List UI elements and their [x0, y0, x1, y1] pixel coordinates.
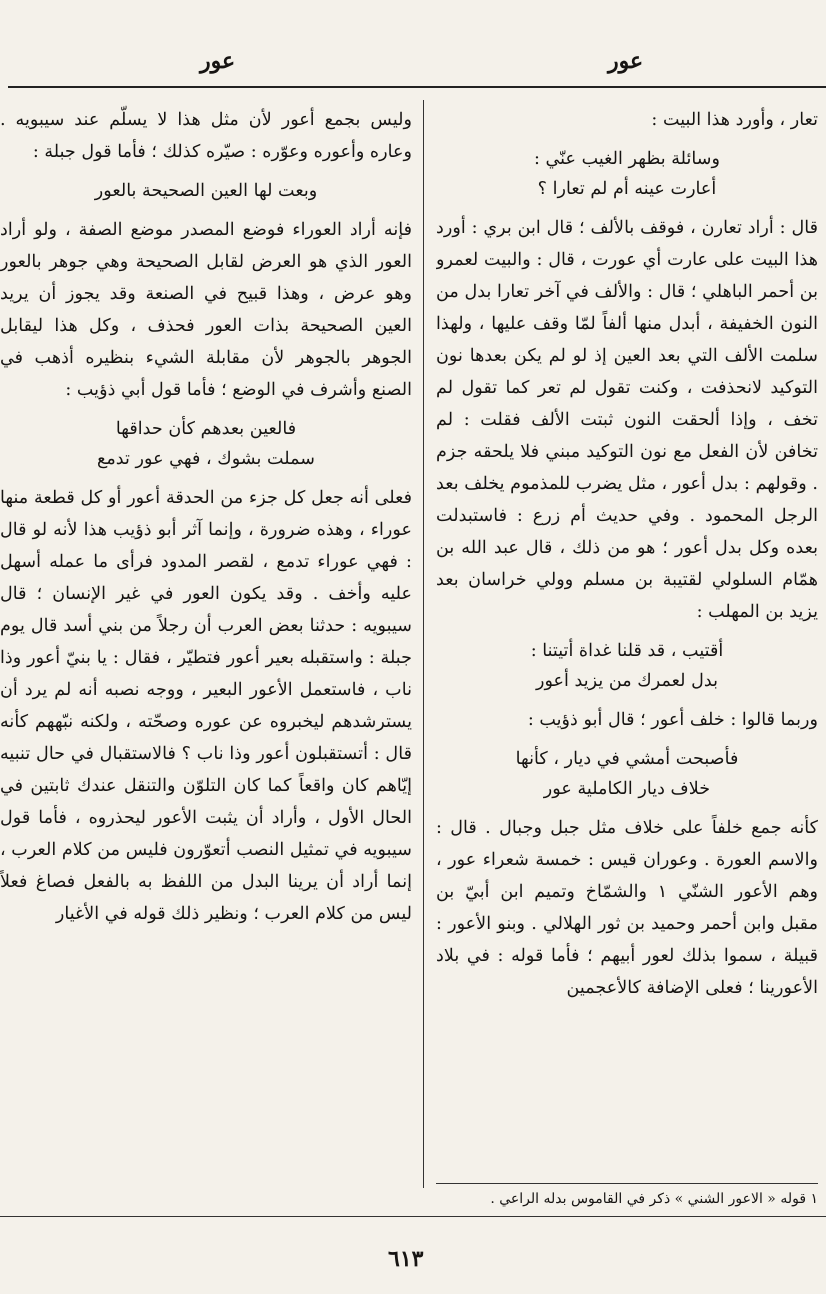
- paragraph: قال : أراد تعارن ، فوقف بالألف ؛ قال ابن بري : أورد هذا البيت على عارت أي عورت ، قال : والبيت لعمرو بن أحمر الباهلي ؛ قال : والألف في آخر تعارا بدل من النون الخفيفة ، أبدل منها ألفاً لمّا وقف عليها ، ولهذا سلمت الألف التي بعد العين إذ لو لم يكن بعدها نون التوكيد لانحذفت ، وكنت تقول لم تعر كما تقول لم تخف ، وإذا ألحقت النون ثبتت الألف فقلت : لم تخافن لأن الفعل مع نون التوكيد مبني فلا يلحقه جزم . وقولهم : بدل أعور ، مثل يضرب للمذموم يخلف بعد الرجل المحمود . وفي حديث أم زرع : فاستبدلت بعده وكل بدل أعور ؛ هو من ذلك ، قال عبد الله بن همّام السلولي لقتيبة بن مسلم وولي خراسان بعد يزيد بن المهلب :: [436, 218, 818, 622]
- paragraph: تعار ، وأورد هذا البيت :: [651, 110, 818, 130]
- paragraph: فإنه أراد العوراء فوضع المصدر موضع الصفة ، ولو أراد العور الذي هو العرض لقابل الصحيحة وهي جوهر بالعور وهو عرض ، وهذا قبيح في الصنعة وقد يجوز أن يريد العين الصحيحة بذات العور فحذف ، وكل هذا ليقابل الجوهر بالجوهر لأن مقابلة الشيء بنظيره أذهب في الصنع وأشرف في الوضع ؛ فأما قول أبي ذؤيب :: [0, 220, 412, 400]
- right-column: [436, 104, 818, 1184]
- verse: فأصبحت أمشي في ديار ، كأنها خلاف ديار الكاملية عور: [515, 749, 739, 799]
- left-column: [0, 104, 412, 1184]
- verse: أقتيب ، قد قلنا غداة أتيتنا : بدل لعمرك من يزيد أعور: [530, 641, 724, 691]
- running-header-right: عور: [608, 48, 644, 74]
- column-divider: [423, 100, 424, 1188]
- paragraph: فعلى أنه جعل كل جزء من الحدقة أعور أو كل قطعة منها عوراء ، وهذه ضرورة ، وإنما آثر أبو ذؤيب هذا لأنه لو قال : فهي عوراء تدمع ، لقصر المدود فرأى ما عمله أسهل عليه وأخف . وقد يكون العور في غير الإنسان ؛ قال سيبويه : حدثنا بعض العرب أن رجلاً من بني أسد قال يوم جبلة : واستقبله بعير أعور فتطيّر ، فقال : يا بنيّ أعور وذا ناب ، فاستعمل الأعور البعير ، ووجه نصبه أنه لم يرد أن يسترشدهم ليخبروه عن عوره وصحّته ، ولكنه نبّههم كأنه قال : أتستقبلون أعور وذا ناب ؟ فالاستقبال في حال تنبيه إيّاهم كان واقعاً كما كان التلوّن والتنقل عندك ثابتين في الحال الأول ، وأراد أن يثبت الأعور ليحذروه ، فأما قول سيبويه في تمثيل النصب أتعوّرون فليس من كلام العرب ، إنما أراد أن يرينا البدل من اللفظ به بالفعل فصاغ فعلاً ليس من كلام العرب ؛ ونظير ذلك قوله في الأغيار: [0, 488, 412, 924]
- footnote: ١ قوله « الاعور الشني » ذكر في القاموس بدله الراعي .: [490, 1191, 818, 1207]
- running-header-left: عور: [200, 48, 236, 74]
- page-number: ٦١٣: [388, 1246, 424, 1272]
- paragraph: وربما قالوا : خلف أعور ؛ قال أبو ذؤيب :: [527, 710, 818, 730]
- footer-rule: [0, 1216, 826, 1217]
- paragraph: كأنه جمع خلفاً على خلاف مثل جبل وجبال . قال : والاسم العورة . وعوران قيس : خمسة شعراء عور ، وهم الأعور الشنّي ١ والشمّاخ وتميم ابن أبيّ بن مقبل وابن أحمر وحميد بن ثور الهلالي . وبنو الأعور : قبيلة ، سموا بذلك لعور أبيهم ؛ فأما قوله : في بلاد الأعورينا ؛ فعلى الإضافة كالأعجمين: [436, 818, 818, 998]
- verse: وسائلة بظهر الغيب عنّي : أعارت عينه أم لم تعارا ؟: [534, 149, 720, 199]
- verse: وبعت لها العين الصحيحة بالعور: [94, 181, 318, 201]
- verse: فالعين بعدهم كأن حداقها سملت بشوك ، فهي عور تدمع: [96, 419, 316, 469]
- footnote-rule: [436, 1183, 818, 1184]
- header-rule: [8, 86, 826, 88]
- paragraph: وليس بجمع أعور لأن مثل هذا لا يسلّم عند سيبويه . وعاره وأعوره وعوّره : صيّره كذلك ؛ فأما قول جبلة :: [0, 110, 412, 162]
